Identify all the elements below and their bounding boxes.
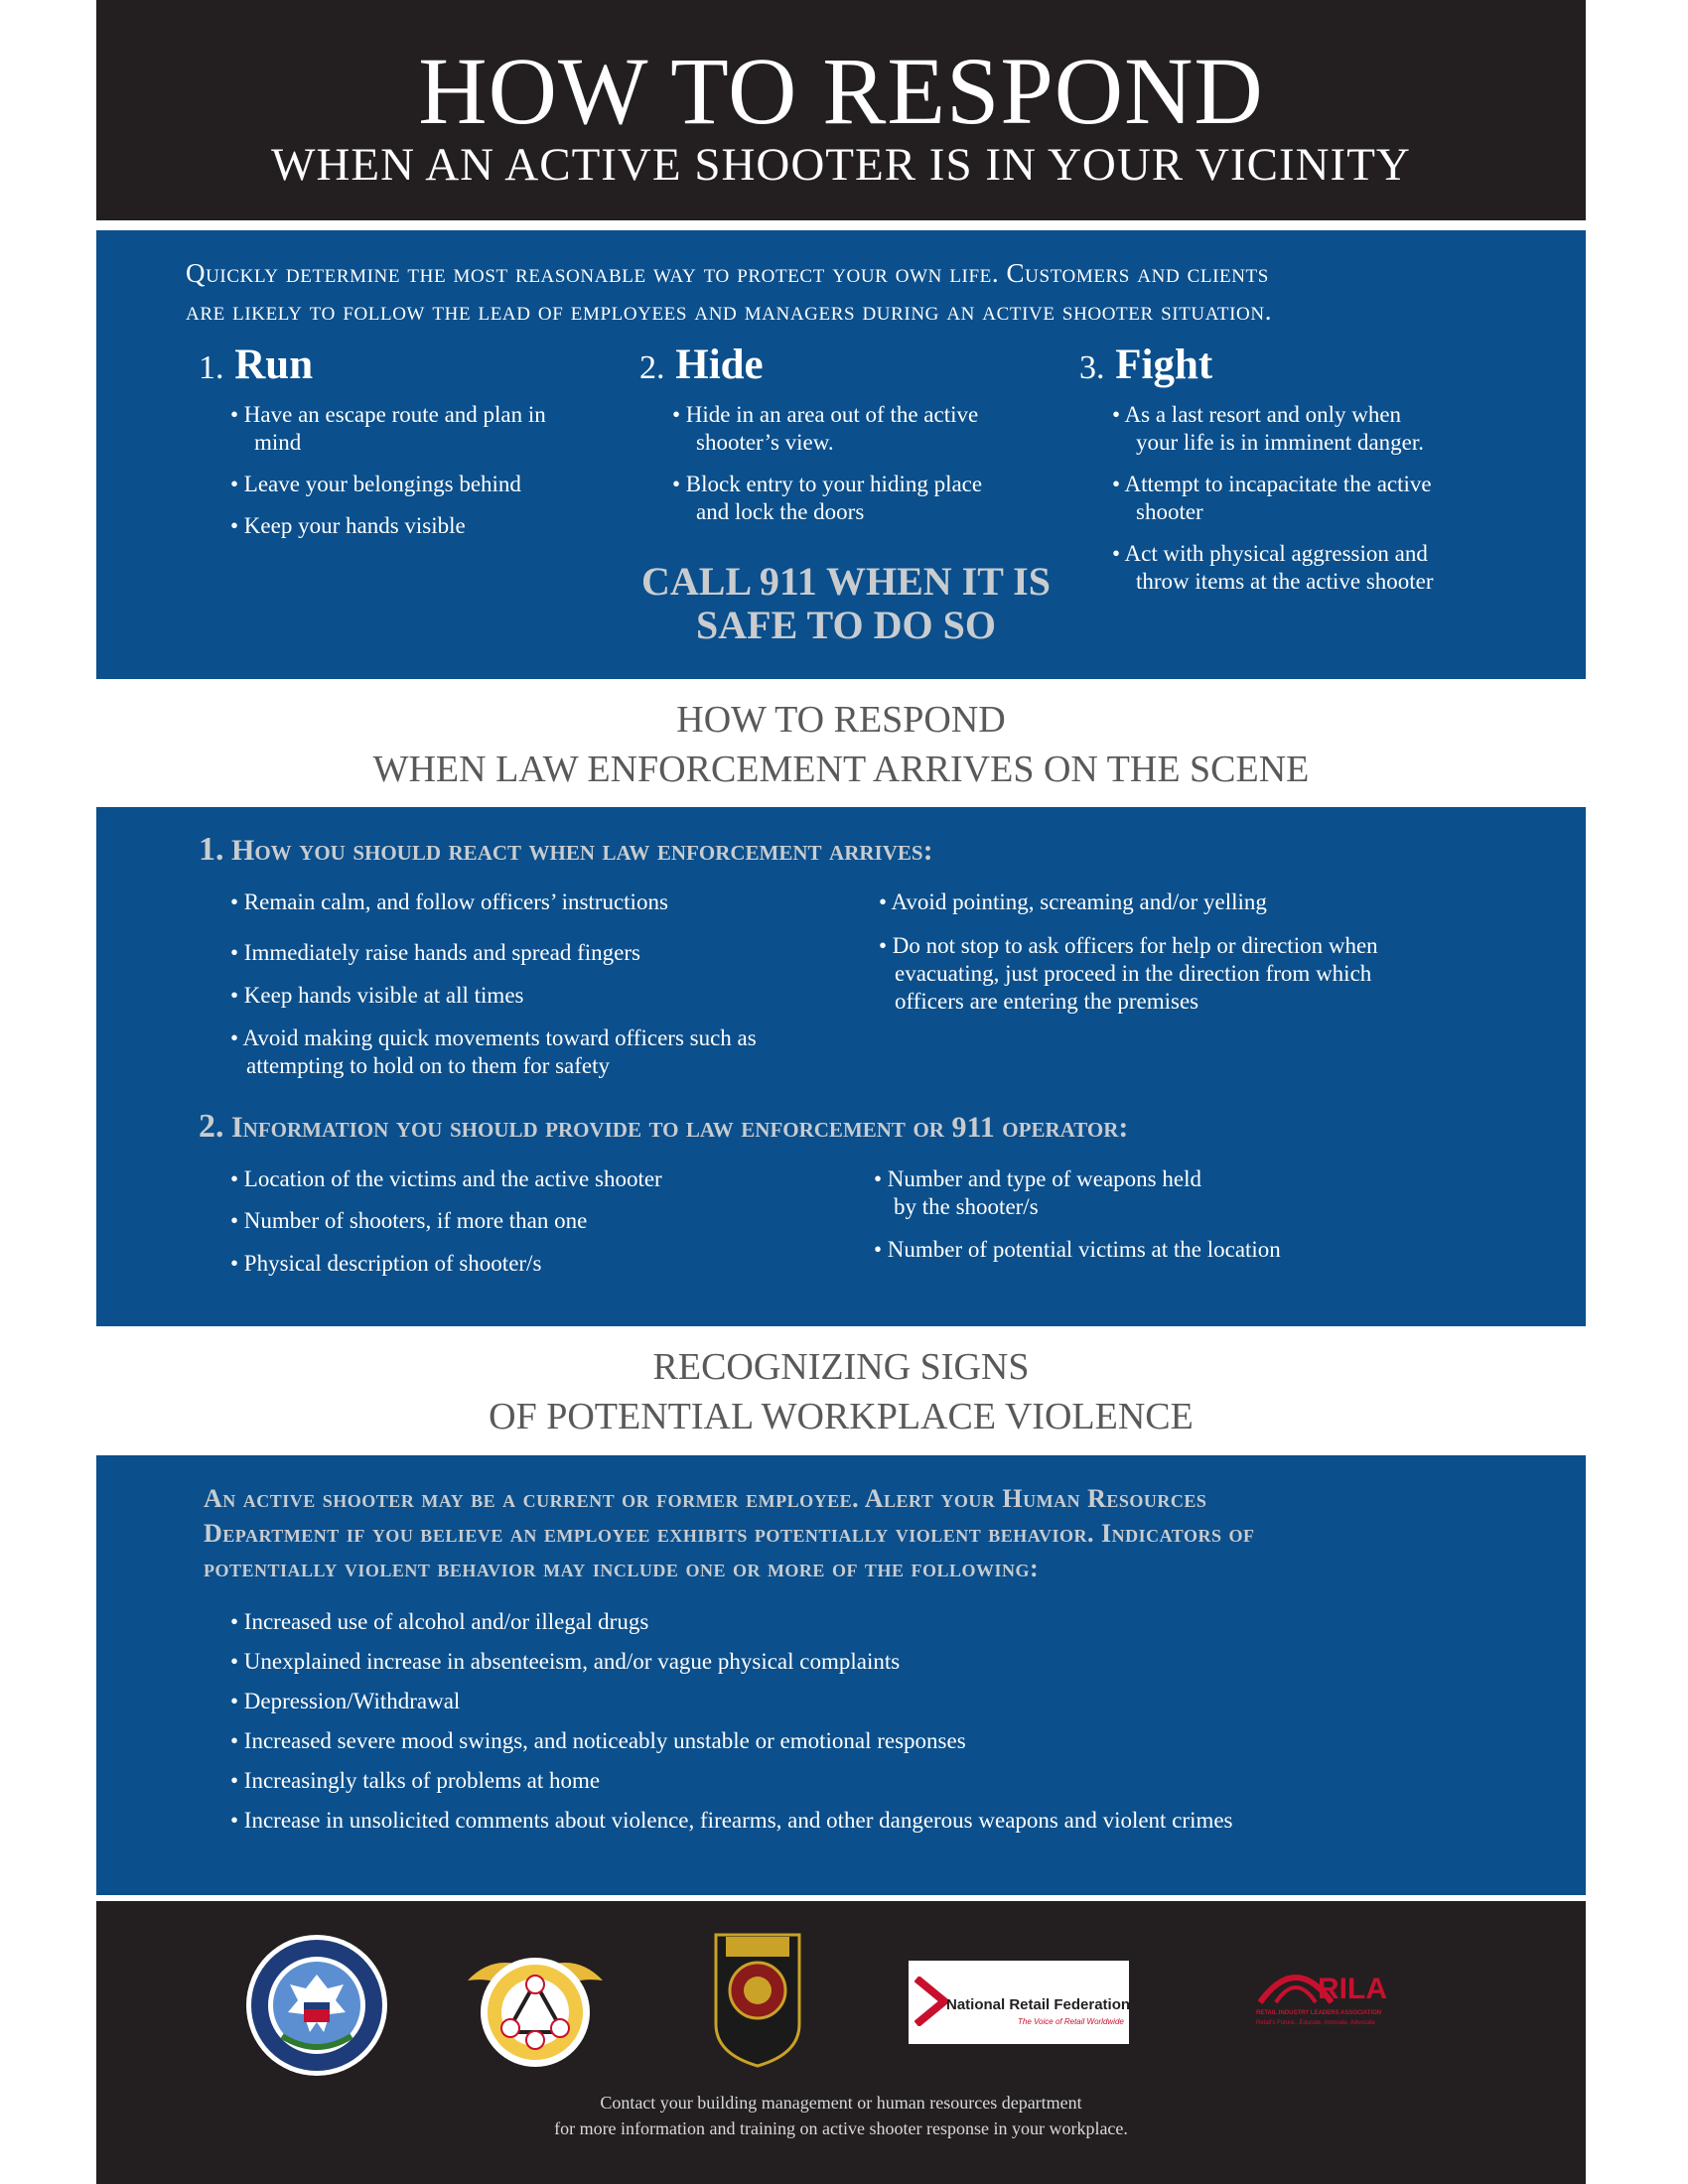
poster	[96, 0, 1586, 2184]
contact-line-1: Contact your building management or human resources department	[600, 2093, 1082, 2113]
contact-line-2: for more information and training on active shooter response in your workplace.	[554, 2118, 1128, 2138]
react-item: • Avoid pointing, screaming and/or yelling	[879, 889, 1267, 914]
intro-line-2: are likely to follow the lead of employees and managers during an active shooter situation.	[186, 296, 1273, 326]
fairfax-police-badge-logo	[712, 1929, 803, 2068]
workplace-violence-panel	[96, 1455, 1586, 1895]
info-item: • Number of potential victims at the location	[874, 1237, 1281, 1262]
info-item: • Number and type of weapons held	[874, 1166, 1201, 1191]
violence-intro-line-3: potentially violent behavior may include one or more of the following:	[204, 1554, 1040, 1582]
react-item: • Do not stop to ask officers for help or direction when	[879, 933, 1378, 958]
ntoa-logo	[466, 1941, 605, 2075]
info-item: • Location of the victims and the active shooter	[230, 1166, 662, 1191]
info-number: 2.	[199, 1108, 224, 1145]
national-retail-federation-logo	[909, 1961, 1136, 2044]
law-enforcement-panel	[96, 807, 1586, 1326]
violence-indicator-item: • Increased use of alcohol and/or illegal drugs	[230, 1609, 649, 1634]
call-911-notice	[628, 560, 1064, 647]
hide-item: • Block entry to your hiding place	[672, 472, 983, 496]
info-list-left	[230, 1165, 662, 1278]
hide-item: and lock the doors	[696, 499, 865, 524]
react-heading	[199, 832, 933, 869]
rila-subtitle: RETAIL INDUSTRY LEADERS ASSOCIATION	[1256, 2010, 1382, 2016]
run-number: 1.	[199, 349, 224, 386]
run-item: mind	[254, 430, 302, 455]
run-hide-fight-panel	[96, 230, 1586, 679]
page-title: HOW TO RESPOND	[418, 38, 1264, 144]
violence-intro-line-2: Department if you believe an employee exhibits potentially violent behavior. Indicators of	[204, 1519, 1255, 1548]
violence-indicator-item: • Depression/Withdrawal	[230, 1689, 461, 1713]
run-item: • Leave your belongings behind	[230, 472, 521, 496]
law-enforcement-heading-line-1: HOW TO RESPOND	[676, 699, 1006, 741]
violence-indicator-item: • Unexplained increase in absenteeism, and/or vague physical complaints	[230, 1649, 901, 1674]
violence-indicator-item: • Increasingly talks of problems at home	[230, 1768, 601, 1793]
info-heading	[199, 1109, 1128, 1146]
hide-item: shooter’s view.	[696, 430, 834, 455]
info-title: Information you should provide to law enforcement or 911 operator:	[231, 1111, 1129, 1144]
run-title: Run	[234, 341, 314, 388]
workplace-violence-heading	[96, 1342, 1586, 1441]
violence-indicator-item: • Increased severe mood swings, and noticeably unstable or emotional responses	[230, 1728, 966, 1753]
footer-bar	[96, 1901, 1586, 2184]
rila-tagline: Retail's Future...Educate, Innovate, Advocate	[1256, 2020, 1375, 2026]
react-list-right	[879, 888, 1378, 1016]
react-item: evacuating, just proceed in the direction from which	[895, 961, 1372, 986]
contact-note	[96, 2090, 1586, 2141]
rila-name: RILA	[1318, 1973, 1387, 2005]
hide-title: Hide	[675, 341, 764, 388]
react-list-left	[230, 888, 757, 1080]
info-item: • Physical description of shooter/s	[230, 1251, 542, 1276]
violence-indicator-item: • Increase in unsolicited comments about violence, firearms, and other dangerous weapons and violent crimes	[230, 1808, 1233, 1833]
nrf-name: National Retail Federation	[946, 1996, 1131, 2013]
fight-list	[1112, 401, 1434, 596]
fight-item: shooter	[1136, 499, 1203, 524]
fight-item: your life is in imminent danger.	[1136, 430, 1425, 455]
fight-item: • Attempt to incapacitate the active	[1112, 472, 1432, 496]
info-list-right	[874, 1165, 1281, 1264]
dhs-seal-logo	[244, 1933, 389, 2078]
rila-logo	[1256, 1959, 1405, 2038]
nrf-tagline: The Voice of Retail Worldwide	[1018, 2017, 1124, 2026]
run-list	[230, 401, 546, 540]
fight-number: 3.	[1079, 349, 1105, 386]
react-item: • Keep hands visible at all times	[230, 983, 524, 1008]
header-bar	[96, 0, 1586, 220]
hide-heading	[639, 341, 764, 392]
info-item: • Number of shooters, if more than one	[230, 1208, 588, 1233]
call-911-line-1: CALL 911 WHEN IT IS	[640, 559, 1051, 604]
fight-heading	[1079, 341, 1212, 392]
info-item: by the shooter/s	[894, 1194, 1039, 1219]
violence-indicator-list	[230, 1608, 1233, 1835]
run-heading	[199, 341, 313, 392]
fight-title: Fight	[1115, 341, 1213, 388]
react-item: • Remain calm, and follow officers’ instructions	[230, 889, 668, 914]
intro-line-1: Quickly determine the most reasonable way to protect your own life. Customers and clients	[186, 258, 1269, 288]
react-item: • Immediately raise hands and spread fingers	[230, 940, 640, 965]
react-item: officers are entering the premises	[895, 989, 1199, 1014]
react-item: attempting to hold on to them for safety	[246, 1053, 611, 1078]
hide-item: • Hide in an area out of the active	[672, 402, 979, 427]
violence-intro-line-1: An active shooter may be a current or former employee. Alert your Human Resources	[204, 1484, 1207, 1513]
fight-item: • Act with physical aggression and	[1112, 541, 1428, 566]
page-subtitle: WHEN AN ACTIVE SHOOTER IS IN YOUR VICINITY	[271, 139, 1411, 191]
react-number: 1.	[199, 831, 224, 868]
react-item: • Avoid making quick movements toward officers such as	[230, 1025, 757, 1050]
law-enforcement-heading-line-2: WHEN LAW ENFORCEMENT ARRIVES ON THE SCENE	[372, 749, 1310, 790]
fight-item: • As a last resort and only when	[1112, 402, 1402, 427]
workplace-violence-heading-line-1: RECOGNIZING SIGNS	[652, 1346, 1030, 1388]
nrf-registered-mark: ®	[1130, 1996, 1136, 2005]
hide-list	[672, 401, 982, 526]
hide-number: 2.	[639, 349, 665, 386]
react-title: How you should react when law enforcement arrives:	[231, 834, 933, 867]
run-item: • Have an escape route and plan in	[230, 402, 546, 427]
law-enforcement-heading	[96, 695, 1586, 794]
workplace-violence-heading-line-2: OF POTENTIAL WORKPLACE VIOLENCE	[489, 1396, 1194, 1437]
run-item: • Keep your hands visible	[230, 513, 466, 538]
fight-item: throw items at the active shooter	[1136, 569, 1434, 594]
call-911-line-2: SAFE TO DO SO	[696, 603, 996, 647]
